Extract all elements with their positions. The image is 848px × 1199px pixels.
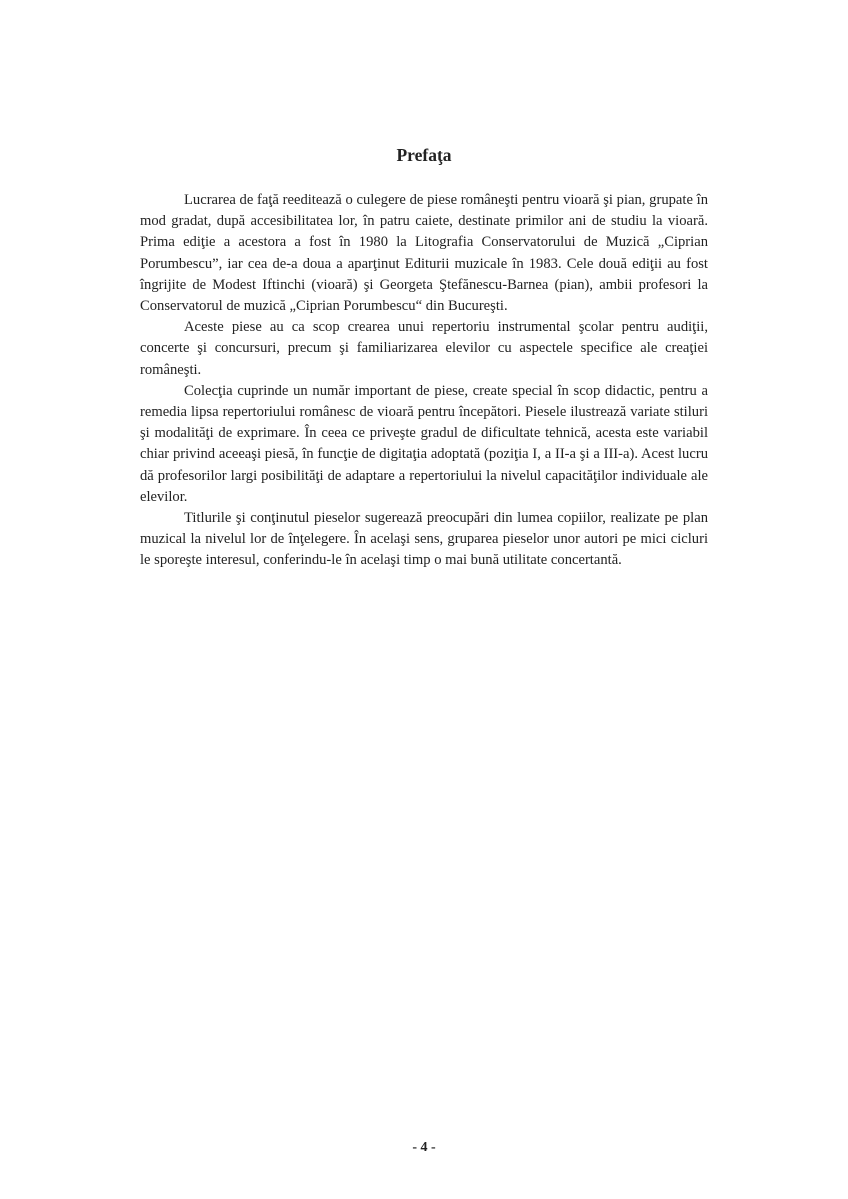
paragraph-3: Colecţia cuprinde un număr important de piese, create special în scop didactic, pentru a remedia lipsa repertoriului românesc de vioară pentru începători. Piesele ilustrează variate stiluri şi modalităţi de exprimare. În ceea ce priveşte gradul de dificultate tehnică, acesta este variabil chiar privind aceeaşi piesă, în funcţie de digitaţia adoptată (poziţia I, a II-a şi a III-a). Acest lucru dă profesorilor largi posibilităţi de adaptare a repertoriului la nivelul capacităţilor individuale ale elevilor. [140, 382, 708, 505]
preface-body [140, 190, 708, 572]
paragraph-4: Titlurile şi conţinutul pieselor sugerează preocupări din lumea copiilor, realizate pe plan muzical la nivelul lor de înţelegere. În acelaşi sens, gruparea pieselor unor autori pe mici cicluri le sporeşte interesul, conferindu-le în acelaşi timp o mai bună utilitate concertantă. [140, 510, 708, 569]
paragraph-2: Aceste piese au ca scop crearea unui repertoriu instrumental şcolar pentru audiţii, concerte şi concursuri, precum şi familiarizarea elevilor cu aspectele specifice ale creaţiei româneşti. [140, 319, 708, 378]
page-title: Prefaţa [396, 145, 452, 165]
paragraph-1: Lucrarea de faţă reeditează o culegere de piese româneşti pentru vioară şi pian, grupate în mod gradat, după accesibilitatea lor, în patru caiete, destinate primilor ani de studiu la vioară. Prima ediţie a acestora a fost în 1980 la Litografia Conservatorului de Muzică „Ciprian Porumbescu”, iar cea de-a doua a aparţinut Editurii muzicale în 1983. Cele două ediţii au fost îngrijite de Modest Iftinchi (vioară) şi Georgeta Ştefănescu-Barnea (pian), ambii profesori la Conservatorul de muzică „Ciprian Porumbescu“ din Bucureşti. [140, 192, 708, 315]
page-number: - 4 - [412, 1140, 436, 1155]
